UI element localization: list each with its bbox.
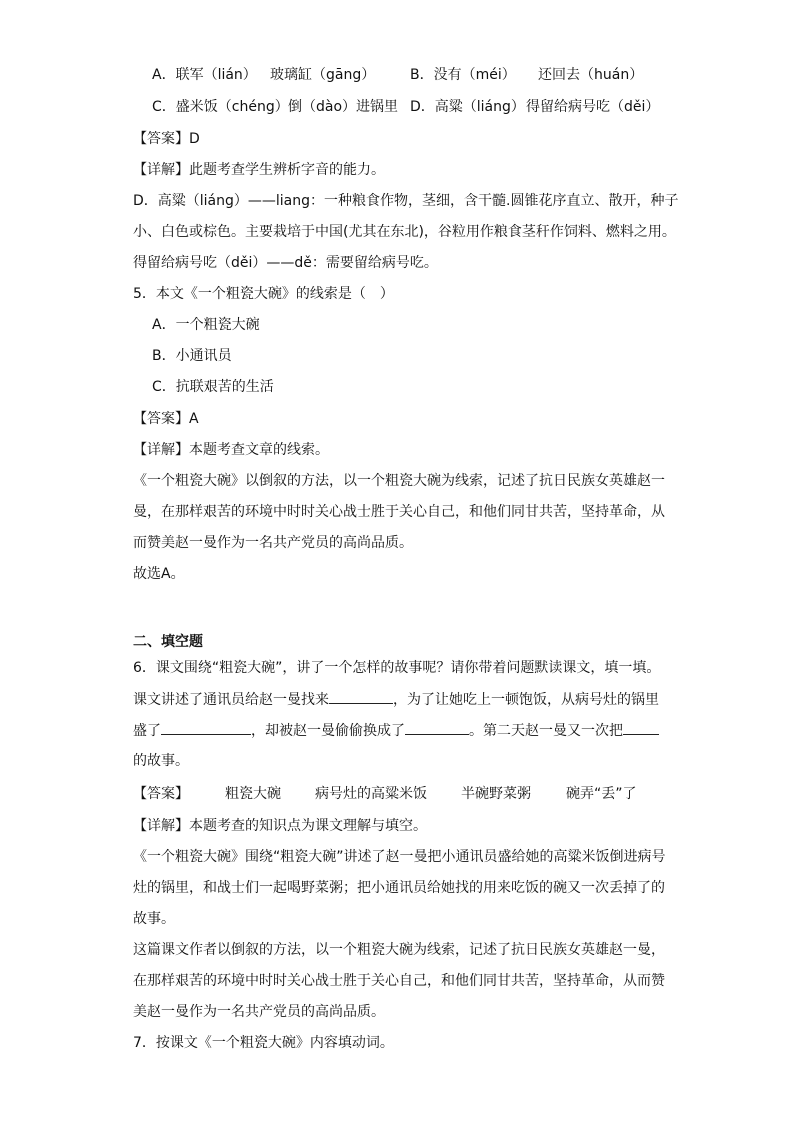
q7-question: 7．按课文《一个粗瓷大碗》内容填动词。 xyxy=(133,1035,394,1051)
q6-blank-2[interactable] xyxy=(161,719,251,735)
q6-blank-4[interactable] xyxy=(623,719,659,735)
section-title-fill-in: 二、填空题 xyxy=(133,634,203,650)
q6-line-2-text-b: ，却被赵一曼偷偷换成了 xyxy=(251,723,405,739)
q6-answer-label: 【答案】 xyxy=(133,786,189,802)
q4-detail-line-3: 小、白色或棕色。主要栽培于中国(尤其在东北)，谷粒用作粮食茎秆作饲料、燃料之用。 xyxy=(133,224,676,240)
q6-detail-line-6: 在那样艰苦的环境中时时关心战士胜于关心自己，和他们同甘共苦，坚持革命，从而赞 xyxy=(133,973,665,989)
q4-option-a-item-2: 玻璃缸（gāng） xyxy=(270,67,376,83)
q5-detail-line-2: 《一个粗瓷大碗》以倒叙的方法，以一个粗瓷大碗为线索，记述了抗日民族女英雄赵一 xyxy=(133,473,665,489)
q6-answer-3: 半碗野菜粥 xyxy=(461,786,531,802)
q4-option-c: C．盛米饭（chéng） xyxy=(152,99,289,115)
q6-detail-line-1: 【详解】本题考查的知识点为课文理解与填空。 xyxy=(133,818,427,834)
q6-answer-2: 病号灶的高粱米饭 xyxy=(315,786,427,802)
q6-detail-line-4: 故事。 xyxy=(133,911,175,927)
q6-line-1-text-b: ，为了让她吃上一顿饱饭，从病号灶的锅里 xyxy=(393,692,659,708)
q4-detail-line-4: 得留给病号吃（děi）——dě：需要留给病号吃。 xyxy=(133,255,438,271)
q4-options-row-2 xyxy=(0,96,794,118)
q4-option-b: B．没有（méi） xyxy=(410,67,516,83)
q5-answer: 【答案】A xyxy=(133,411,199,427)
q5-detail-line-3: 曼，在那样艰苦的环境中时时关心战士胜于关心自己，和他们同甘共苦，坚持革命，从 xyxy=(133,504,665,520)
q6-answer-4: 碗弄“丢”了 xyxy=(566,786,637,802)
q5-option-c: C．抗联艰苦的生活 xyxy=(152,379,274,395)
q5-question: 5．本文《一个粗瓷大碗》的线索是（ ） xyxy=(133,286,394,302)
q6-blank-3[interactable] xyxy=(405,719,469,735)
q4-option-d-item-2: 得留给病号吃（děi） xyxy=(526,99,660,115)
q5-detail-line-1: 【详解】本题考查文章的线索。 xyxy=(133,442,329,458)
q4-option-a: A．联军（lián） xyxy=(152,67,257,83)
q6-line-1-text-a: 课文讲述了通讯员给赵一曼找来 xyxy=(133,692,329,708)
q4-answer: 【答案】D xyxy=(133,131,200,147)
q4-detail-line-1: 【详解】此题考查学生辨析字音的能力。 xyxy=(133,162,385,178)
q4-detail-line-2: D．高粱（liáng）——liang：一种粮食作物，茎细，含干髓.圆锥花序直立、散开，种子 xyxy=(133,193,679,209)
q4-option-d: D．高粱（liáng） xyxy=(410,99,525,115)
q6-line-2 xyxy=(133,719,794,741)
q6-line-2-text-a: 盛了 xyxy=(133,723,161,739)
q6-detail-line-7: 美赵一曼作为一名共产党员的高尚品质。 xyxy=(133,1004,385,1020)
q4-options-row-1 xyxy=(0,64,794,86)
q5-detail-line-5: 故选A。 xyxy=(133,566,185,582)
q6-answer-row xyxy=(0,783,794,805)
q5-option-a: A．一个粗瓷大碗 xyxy=(152,317,260,333)
q4-option-c-item-2: 倒（dào）进锅里 xyxy=(288,99,399,115)
q5-detail-line-4: 而赞美赵一曼作为一名共产党员的高尚品质。 xyxy=(133,535,413,551)
q6-question: 6．课文围绕“粗瓷大碗”，讲了一个怎样的故事呢？请你带着问题默读课文，填一填。 xyxy=(133,660,661,676)
q5-option-b: B．小通讯员 xyxy=(152,348,232,364)
q6-detail-line-5: 这篇课文作者以倒叙的方法，以一个粗瓷大碗为线索，记述了抗日民族女英雄赵一曼， xyxy=(133,942,665,958)
q6-line-2-text-c: 。第二天赵一曼又一次把 xyxy=(469,723,623,739)
q6-blank-1[interactable] xyxy=(329,688,393,704)
q6-line-1 xyxy=(133,688,794,710)
q6-answer-1: 粗瓷大碗 xyxy=(225,786,281,802)
q6-detail-line-2: 《一个粗瓷大碗》围绕“粗瓷大碗”讲述了赵一曼把小通讯员盛给她的高粱米饭倒进病号 xyxy=(133,849,666,865)
q6-detail-line-3: 灶的锅里，和战士们一起喝野菜粥；把小通讯员给她找的用来吃饭的碗又一次丢掉了的 xyxy=(133,880,665,896)
q6-line-3: 的故事。 xyxy=(133,753,189,769)
q4-option-b-item-2: 还回去（huán） xyxy=(538,67,644,83)
